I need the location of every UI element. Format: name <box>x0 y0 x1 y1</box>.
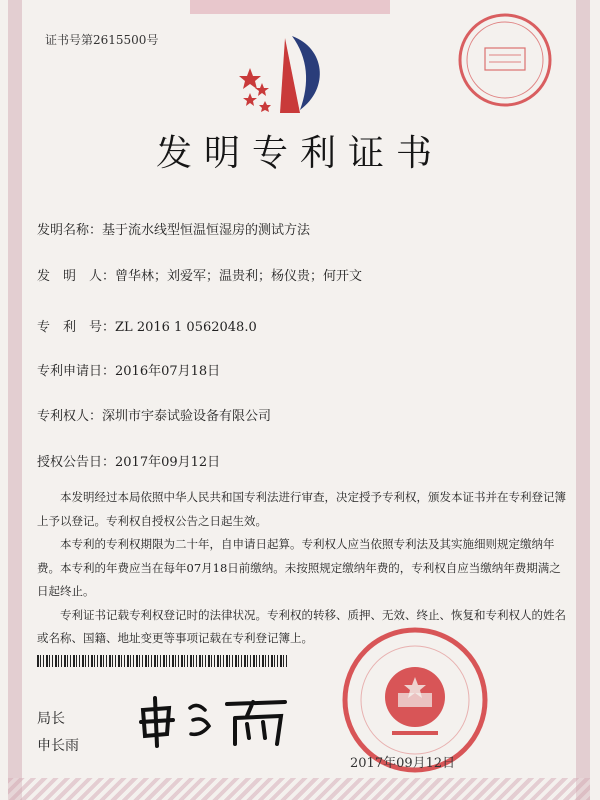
signature-title: 局长 <box>37 711 65 727</box>
inventor-value: 曾华林；刘爱军；温贵利；杨仪贵；何开文 <box>115 269 363 284</box>
invention-name-row <box>37 219 310 238</box>
signature-name: 申长雨 <box>37 738 79 754</box>
invention-name-label: 发明名称： <box>37 223 103 238</box>
top-band <box>190 0 390 14</box>
patentee-value: 深圳市宇泰试验设备有限公司 <box>102 409 272 424</box>
patent-number-value: ZL 2016 1 0562048.0 <box>115 320 257 335</box>
inventor-row <box>37 265 362 284</box>
body-paragraph-1: 本发明经过本局依照中华人民共和国专利法进行审查，决定授予专利权，颁发本证书并在专利登记簿上予以登记。专利权自授权公告之日起生效。 <box>37 490 566 528</box>
barcode <box>37 655 287 667</box>
patentee-row <box>37 405 271 424</box>
inventor-label: 发 明 人： <box>37 269 116 284</box>
patent-number-label: 专 利 号： <box>37 320 116 335</box>
page-title: 发明专利证书 <box>155 133 444 174</box>
seal-date: 2017年09月12日 <box>350 756 456 771</box>
body-paragraph-3: 专利证书记载专利权登记时的法律状况。专利权的转移、质押、无效、终止、恢复和专利权人的姓名或名称、国籍、地址变更等事项记载在专利登记簿上。 <box>37 607 566 645</box>
decorative-border-bottom <box>8 778 590 800</box>
invention-name-value: 基于流水线型恒温恒湿房的测试方法 <box>102 223 311 238</box>
filing-date-row <box>37 360 220 379</box>
filing-date-value: 2016年07月18日 <box>115 364 221 379</box>
grant-date-row <box>37 451 220 470</box>
patent-number-row <box>37 316 257 335</box>
grant-date-value: 2017年09月12日 <box>115 455 221 470</box>
body-paragraph-2: 本专利的专利权期限为二十年，自申请日起算。专利权人应当依照专利法及其实施细则规定缴纳年费。本专利的年费应当在每年07月18日前缴纳。未按照规定缴纳年费的，专利权自应当缴纳年费期满之日起终止。 <box>37 537 561 598</box>
tax-stamp-seal <box>455 10 555 110</box>
patent-office-logo <box>230 28 340 123</box>
filing-date-label: 专利申请日： <box>37 364 116 379</box>
handwritten-signature <box>135 690 290 750</box>
certificate-number: 证书号第2615500号 <box>45 33 159 47</box>
grant-date-label: 授权公告日： <box>37 455 116 470</box>
patentee-label: 专利权人： <box>37 409 103 424</box>
